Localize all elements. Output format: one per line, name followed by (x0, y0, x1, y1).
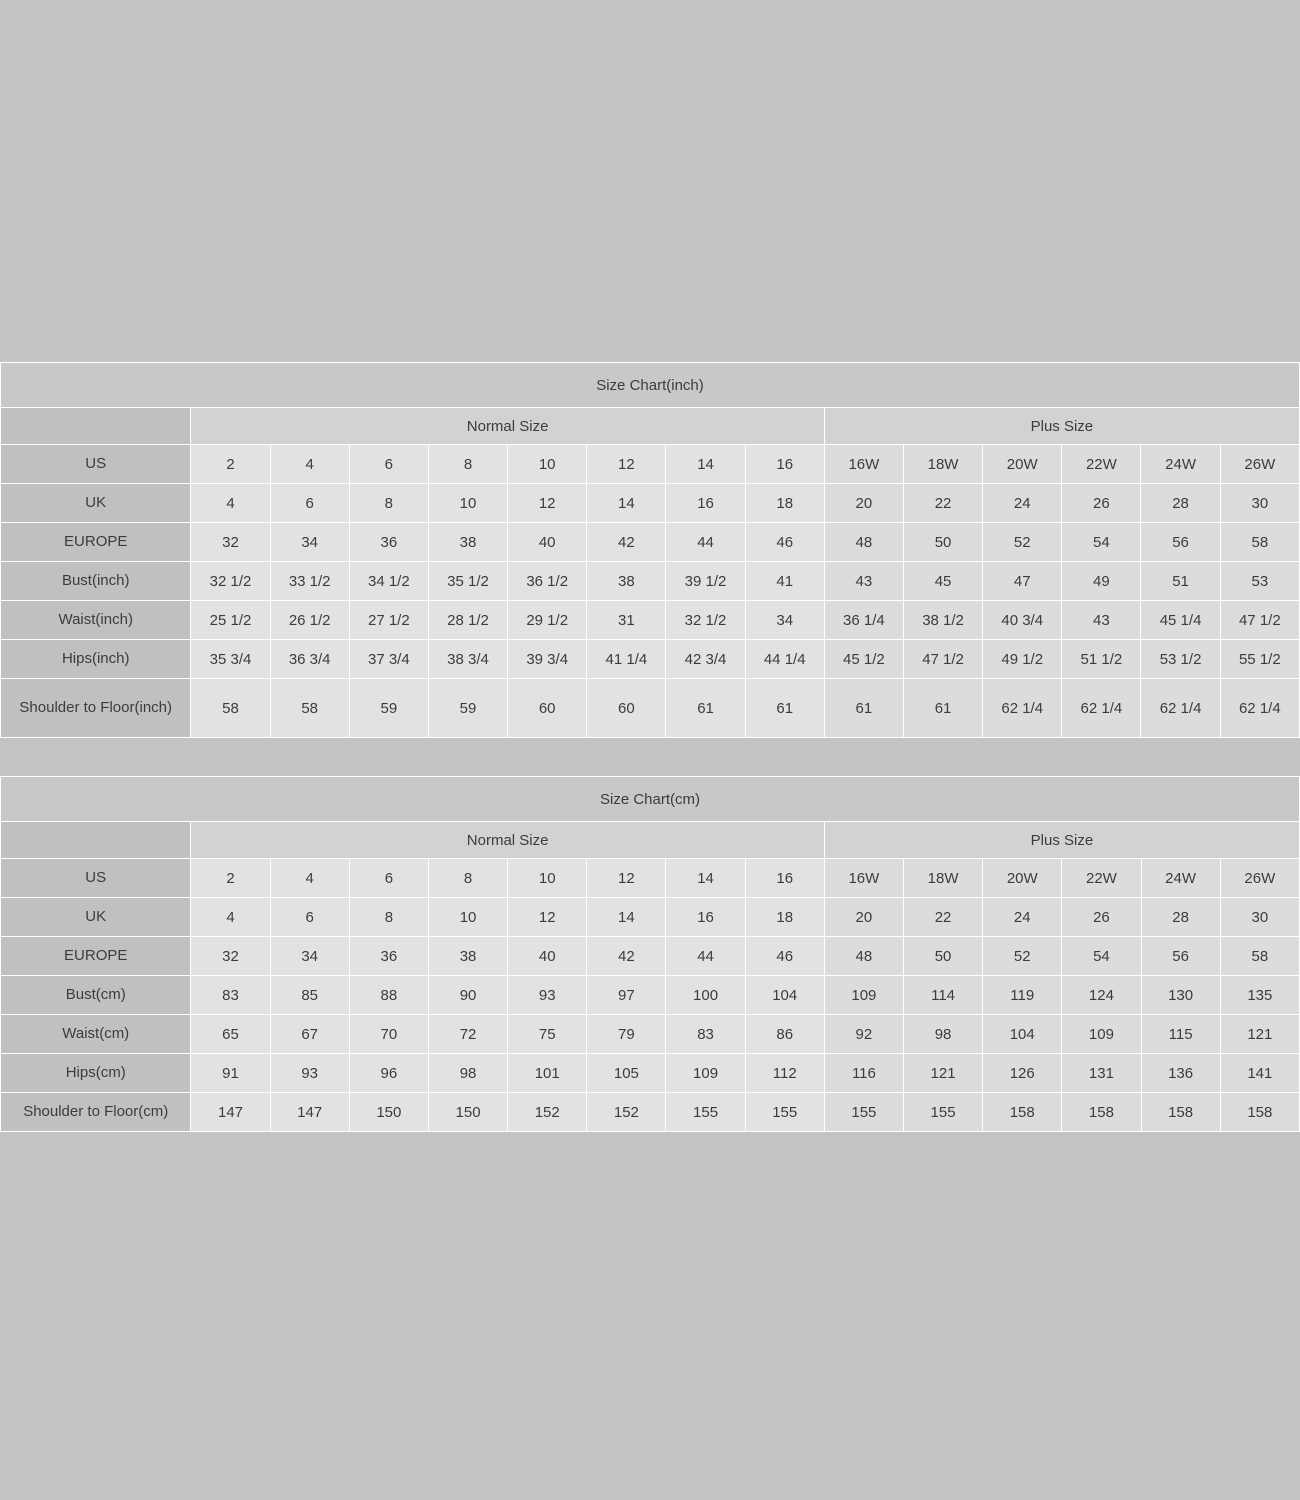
table-cell: 136 (1141, 1054, 1220, 1093)
size-chart-cm (0, 776, 1300, 1132)
table-cell: 14 (666, 445, 745, 484)
table-cell: 45 1/4 (1141, 601, 1220, 640)
table-cell: 6 (349, 445, 428, 484)
table-cell: 34 1/2 (349, 562, 428, 601)
table-cell: 130 (1141, 976, 1220, 1015)
table-cell: 2 (191, 445, 270, 484)
table-cell: 83 (191, 976, 270, 1015)
table-cell: 112 (745, 1054, 824, 1093)
table-cell: 25 1/2 (191, 601, 270, 640)
table-cell: 101 (508, 1054, 587, 1093)
table-cell: 26W (1220, 445, 1299, 484)
table-cell: 49 1/2 (983, 640, 1062, 679)
table-cell: 56 (1141, 523, 1220, 562)
table-cell: 50 (903, 523, 982, 562)
table-cell: 54 (1062, 523, 1141, 562)
group-header-row (1, 822, 1300, 859)
table-cell: 59 (428, 679, 507, 738)
table-row (1, 859, 1300, 898)
table-cell: 6 (349, 859, 428, 898)
table-cell: 67 (270, 1015, 349, 1054)
table-cell: 56 (1141, 937, 1220, 976)
table-cell: 141 (1220, 1054, 1299, 1093)
table-cell: 38 1/2 (903, 601, 982, 640)
table-cell: 18W (903, 859, 982, 898)
table-cell: 100 (666, 976, 745, 1015)
table-row (1, 523, 1300, 562)
table-row (1, 679, 1300, 738)
table-cell: 131 (1062, 1054, 1141, 1093)
table-cell: 35 3/4 (191, 640, 270, 679)
table-cell: 36 1/4 (824, 601, 903, 640)
table-cell: 30 (1220, 484, 1299, 523)
table-cell: 4 (191, 484, 270, 523)
table-cell: 60 (587, 679, 666, 738)
row-label: UK (1, 484, 191, 523)
table-cell: 72 (428, 1015, 507, 1054)
table-cell: 32 (191, 523, 270, 562)
table-cell: 92 (824, 1015, 903, 1054)
table-cell: 6 (270, 484, 349, 523)
table-cell: 22W (1062, 859, 1141, 898)
table-cell: 8 (428, 445, 507, 484)
table-cell: 18 (745, 898, 824, 937)
table-cell: 150 (428, 1093, 507, 1132)
table-cell: 109 (666, 1054, 745, 1093)
table-cell: 62 1/4 (1062, 679, 1141, 738)
row-label: Shoulder to Floor(cm) (1, 1093, 191, 1132)
table-cell: 86 (745, 1015, 824, 1054)
table-cell: 26 (1062, 898, 1141, 937)
table-cell: 50 (903, 937, 982, 976)
table-cell: 61 (824, 679, 903, 738)
table-cell: 109 (824, 976, 903, 1015)
table-cell: 109 (1062, 1015, 1141, 1054)
table-cell: 135 (1220, 976, 1299, 1015)
table-cell: 79 (587, 1015, 666, 1054)
table-cell: 104 (983, 1015, 1062, 1054)
table-cell: 24W (1141, 859, 1220, 898)
table-cell: 10 (508, 445, 587, 484)
table-cell: 22W (1062, 445, 1141, 484)
table-cell: 36 (349, 523, 428, 562)
table-cell: 32 (191, 937, 270, 976)
table-cell: 48 (824, 937, 903, 976)
table-cell: 61 (745, 679, 824, 738)
table-cell: 37 3/4 (349, 640, 428, 679)
table-cell: 14 (587, 898, 666, 937)
table-cell: 121 (1220, 1015, 1299, 1054)
table-cell: 104 (745, 976, 824, 1015)
table-cell: 27 1/2 (349, 601, 428, 640)
table-cell: 28 (1141, 898, 1220, 937)
table-cell: 38 (428, 937, 507, 976)
table-cell: 36 1/2 (508, 562, 587, 601)
table-row (1, 445, 1300, 484)
table-cell: 52 (983, 523, 1062, 562)
row-label: Hips(inch) (1, 640, 191, 679)
table-cell: 39 1/2 (666, 562, 745, 601)
table-cell: 12 (508, 898, 587, 937)
table-cell: 6 (270, 898, 349, 937)
table-cell: 12 (587, 859, 666, 898)
table-cell: 29 1/2 (508, 601, 587, 640)
table-cell: 16 (745, 445, 824, 484)
table-row (1, 937, 1300, 976)
table-cell: 65 (191, 1015, 270, 1054)
table-cell: 158 (1062, 1093, 1141, 1132)
table-cell: 41 (745, 562, 824, 601)
chart-title-row (1, 777, 1300, 822)
table-cell: 59 (349, 679, 428, 738)
table-cell: 16 (666, 484, 745, 523)
table-cell: 58 (191, 679, 270, 738)
table-cell: 158 (1220, 1093, 1299, 1132)
table-cell: 38 (428, 523, 507, 562)
table-cell: 51 (1141, 562, 1220, 601)
table-cell: 51 1/2 (1062, 640, 1141, 679)
table-cell: 26 1/2 (270, 601, 349, 640)
table-cell: 150 (349, 1093, 428, 1132)
table-cell: 41 1/4 (587, 640, 666, 679)
table-cell: 61 (666, 679, 745, 738)
table-cell: 20 (824, 898, 903, 937)
size-chart-inch (0, 362, 1300, 738)
table-cell: 14 (587, 484, 666, 523)
table-cell: 4 (270, 445, 349, 484)
table-cell: 38 3/4 (428, 640, 507, 679)
table-cell: 14 (666, 859, 745, 898)
table-cell: 116 (824, 1054, 903, 1093)
table-cell: 18W (903, 445, 982, 484)
table-cell: 93 (270, 1054, 349, 1093)
table-cell: 42 (587, 937, 666, 976)
table-cell: 49 (1062, 562, 1141, 601)
table-cell: 31 (587, 601, 666, 640)
table-cell: 44 (666, 937, 745, 976)
table-cell: 90 (428, 976, 507, 1015)
table-cell: 62 1/4 (983, 679, 1062, 738)
table-cell: 114 (903, 976, 982, 1015)
table-cell: 152 (508, 1093, 587, 1132)
table-cell: 12 (587, 445, 666, 484)
table-cell: 32 1/2 (191, 562, 270, 601)
table-cell: 42 (587, 523, 666, 562)
row-label: Shoulder to Floor(inch) (1, 679, 191, 738)
table-cell: 58 (1220, 523, 1299, 562)
table-cell: 45 (903, 562, 982, 601)
table-cell: 58 (1220, 937, 1299, 976)
table-cell: 48 (824, 523, 903, 562)
group-header-normal-size: Normal Size (191, 822, 824, 859)
row-label: US (1, 859, 191, 898)
table-cell: 62 1/4 (1141, 679, 1220, 738)
group-header-row (1, 408, 1300, 445)
table-row (1, 640, 1300, 679)
row-label: Hips(cm) (1, 1054, 191, 1093)
chart-title: Size Chart(cm) (1, 777, 1300, 822)
table-cell: 16W (824, 859, 903, 898)
row-label: Waist(cm) (1, 1015, 191, 1054)
table-cell: 20W (983, 445, 1062, 484)
table-cell: 43 (824, 562, 903, 601)
row-label: EUROPE (1, 523, 191, 562)
table-cell: 16W (824, 445, 903, 484)
table-cell: 121 (903, 1054, 982, 1093)
table-cell: 155 (903, 1093, 982, 1132)
table-cell: 83 (666, 1015, 745, 1054)
table-row (1, 1054, 1300, 1093)
table-cell: 85 (270, 976, 349, 1015)
table-cell: 147 (270, 1093, 349, 1132)
table-cell: 158 (1141, 1093, 1220, 1132)
table-cell: 60 (508, 679, 587, 738)
table-cell: 46 (745, 937, 824, 976)
table-cell: 88 (349, 976, 428, 1015)
table-cell: 53 (1220, 562, 1299, 601)
table-cell: 44 (666, 523, 745, 562)
table-cell: 126 (983, 1054, 1062, 1093)
table-row (1, 601, 1300, 640)
row-label: UK (1, 898, 191, 937)
row-label: Bust(cm) (1, 976, 191, 1015)
size-table-inch (0, 362, 1300, 738)
row-label: EUROPE (1, 937, 191, 976)
table-cell: 34 (745, 601, 824, 640)
group-header-spacer (1, 822, 191, 859)
table-cell: 155 (824, 1093, 903, 1132)
table-cell: 8 (349, 484, 428, 523)
table-cell: 91 (191, 1054, 270, 1093)
table-cell: 105 (587, 1054, 666, 1093)
table-cell: 30 (1220, 898, 1299, 937)
table-cell: 18 (745, 484, 824, 523)
table-cell: 33 1/2 (270, 562, 349, 601)
table-cell: 22 (903, 898, 982, 937)
table-cell: 24W (1141, 445, 1220, 484)
table-cell: 16 (745, 859, 824, 898)
table-cell: 28 1/2 (428, 601, 507, 640)
table-cell: 98 (428, 1054, 507, 1093)
table-cell: 24 (983, 484, 1062, 523)
table-cell: 26W (1220, 859, 1299, 898)
group-header-plus-size: Plus Size (824, 822, 1299, 859)
table-cell: 12 (508, 484, 587, 523)
table-cell: 20W (983, 859, 1062, 898)
table-cell: 98 (903, 1015, 982, 1054)
table-cell: 55 1/2 (1220, 640, 1299, 679)
row-label: Bust(inch) (1, 562, 191, 601)
table-cell: 20 (824, 484, 903, 523)
table-cell: 47 (983, 562, 1062, 601)
table-cell: 45 1/2 (824, 640, 903, 679)
table-cell: 38 (587, 562, 666, 601)
table-cell: 36 3/4 (270, 640, 349, 679)
table-cell: 119 (983, 976, 1062, 1015)
table-cell: 93 (508, 976, 587, 1015)
table-cell: 26 (1062, 484, 1141, 523)
chart-title-row (1, 363, 1300, 408)
table-cell: 10 (428, 484, 507, 523)
table-cell: 34 (270, 937, 349, 976)
table-cell: 36 (349, 937, 428, 976)
table-cell: 47 1/2 (903, 640, 982, 679)
table-cell: 28 (1141, 484, 1220, 523)
table-cell: 16 (666, 898, 745, 937)
table-cell: 115 (1141, 1015, 1220, 1054)
table-cell: 42 3/4 (666, 640, 745, 679)
table-cell: 54 (1062, 937, 1141, 976)
table-cell: 61 (903, 679, 982, 738)
table-cell: 2 (191, 859, 270, 898)
table-cell: 34 (270, 523, 349, 562)
table-row (1, 898, 1300, 937)
table-cell: 46 (745, 523, 824, 562)
chart-title: Size Chart(inch) (1, 363, 1300, 408)
table-cell: 47 1/2 (1220, 601, 1299, 640)
table-cell: 4 (191, 898, 270, 937)
table-cell: 32 1/2 (666, 601, 745, 640)
table-row (1, 1015, 1300, 1054)
table-row (1, 1093, 1300, 1132)
table-cell: 58 (270, 679, 349, 738)
table-cell: 158 (983, 1093, 1062, 1132)
size-table-cm (0, 776, 1300, 1132)
table-cell: 62 1/4 (1220, 679, 1299, 738)
table-cell: 10 (508, 859, 587, 898)
table-cell: 40 (508, 523, 587, 562)
table-cell: 70 (349, 1015, 428, 1054)
table-cell: 147 (191, 1093, 270, 1132)
table-cell: 22 (903, 484, 982, 523)
table-cell: 35 1/2 (428, 562, 507, 601)
table-cell: 40 3/4 (983, 601, 1062, 640)
table-cell: 124 (1062, 976, 1141, 1015)
table-cell: 52 (983, 937, 1062, 976)
table-cell: 53 1/2 (1141, 640, 1220, 679)
table-cell: 24 (983, 898, 1062, 937)
group-header-normal-size: Normal Size (191, 408, 824, 445)
table-row (1, 562, 1300, 601)
table-row (1, 976, 1300, 1015)
group-header-plus-size: Plus Size (824, 408, 1299, 445)
table-cell: 96 (349, 1054, 428, 1093)
table-cell: 39 3/4 (508, 640, 587, 679)
table-cell: 44 1/4 (745, 640, 824, 679)
table-cell: 155 (666, 1093, 745, 1132)
table-cell: 43 (1062, 601, 1141, 640)
row-label: US (1, 445, 191, 484)
group-header-spacer (1, 408, 191, 445)
table-cell: 8 (428, 859, 507, 898)
table-row (1, 484, 1300, 523)
table-cell: 10 (428, 898, 507, 937)
table-cell: 152 (587, 1093, 666, 1132)
table-cell: 155 (745, 1093, 824, 1132)
table-cell: 75 (508, 1015, 587, 1054)
table-cell: 8 (349, 898, 428, 937)
table-cell: 40 (508, 937, 587, 976)
row-label: Waist(inch) (1, 601, 191, 640)
table-cell: 4 (270, 859, 349, 898)
table-cell: 97 (587, 976, 666, 1015)
